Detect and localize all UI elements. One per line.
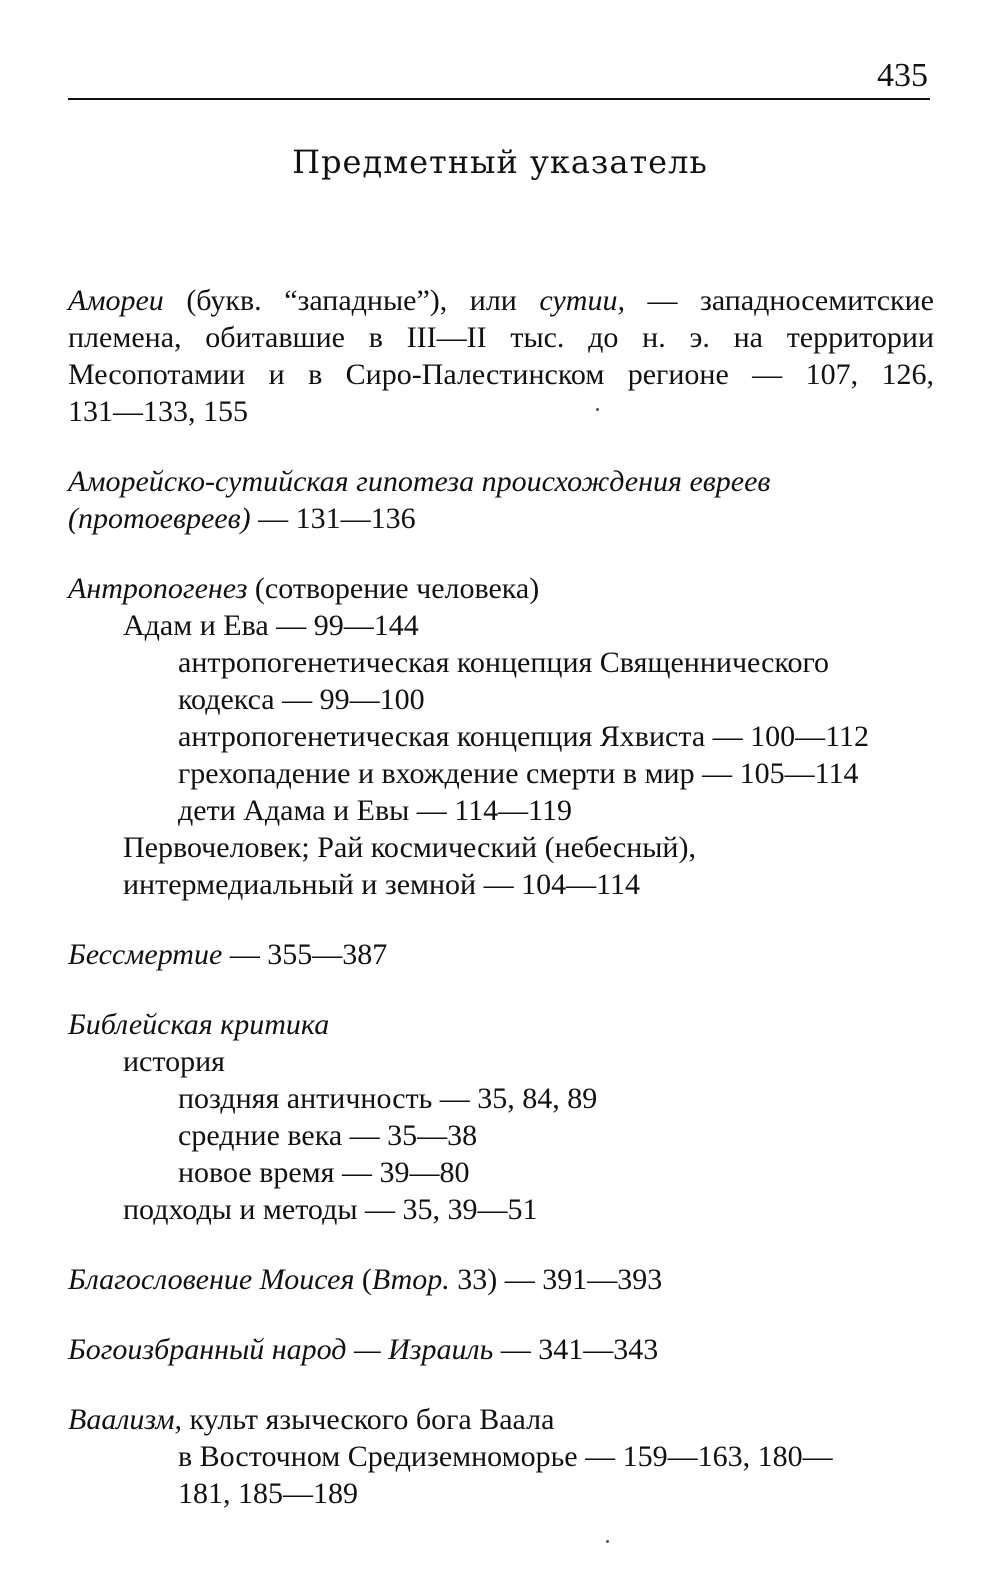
entry-line bbox=[68, 607, 934, 644]
entry-text: культ языческого бога Ваала bbox=[182, 1403, 555, 1436]
entry-text: — 131—136 bbox=[250, 502, 416, 535]
entry-text: средние века — 35—38 bbox=[178, 1119, 478, 1152]
entry-line bbox=[68, 755, 934, 792]
entry-text: интермедиальный и земной — 104—114 bbox=[123, 868, 641, 901]
header-rule bbox=[68, 98, 930, 100]
entry-line bbox=[68, 681, 934, 718]
entry-line bbox=[68, 282, 934, 319]
entry-term: сутии, bbox=[539, 284, 625, 317]
entry-line bbox=[68, 1261, 934, 1298]
entry-line bbox=[68, 393, 934, 430]
entry-text: 131—133, 155 bbox=[68, 395, 248, 428]
entry-line bbox=[68, 1401, 934, 1438]
entry-line bbox=[68, 1006, 934, 1043]
entry-term: Аморейско-сутийская гипотеза происхождения евреев bbox=[68, 465, 771, 498]
entry-term: Втор. bbox=[371, 1263, 450, 1296]
entry-text: — западносемитские bbox=[624, 284, 934, 317]
entry-line bbox=[68, 1331, 934, 1368]
entry-term: Амореи bbox=[68, 284, 164, 317]
entry-line bbox=[68, 866, 934, 903]
entry-line bbox=[68, 356, 934, 393]
entry-text: дети Адама и Евы — 114—119 bbox=[178, 794, 573, 827]
entry-text: новое время — 39—80 bbox=[178, 1156, 470, 1189]
entry-text: 33) — 391—393 bbox=[449, 1263, 663, 1296]
speck bbox=[596, 408, 599, 411]
entry-term: Благословение Моисея bbox=[68, 1263, 355, 1296]
entry-text: грехопадение и вхождение смерти в мир — 105—114 bbox=[178, 757, 859, 790]
index-entry bbox=[68, 1006, 934, 1228]
index-entry bbox=[68, 1401, 934, 1512]
entry-line bbox=[68, 936, 934, 973]
entry-text: — 355—387 bbox=[222, 938, 388, 971]
entry-line bbox=[68, 718, 934, 755]
entry-line bbox=[68, 1438, 934, 1475]
entry-line bbox=[68, 1080, 934, 1117]
entry-line bbox=[68, 1475, 934, 1512]
page-title: Предметный указатель bbox=[292, 143, 708, 181]
index-entry bbox=[68, 282, 934, 430]
entry-text: антропогенетическая концепция Яхвиста — 100—112 bbox=[178, 720, 870, 753]
index-entry bbox=[68, 1261, 934, 1298]
entry-line bbox=[68, 463, 934, 500]
entry-text: кодекса — 99—100 bbox=[178, 683, 425, 716]
entry-text: Адам и Ева — 99—144 bbox=[123, 609, 419, 642]
entry-text: поздняя античность — 35, 84, 89 bbox=[178, 1082, 598, 1115]
entry-line bbox=[68, 1043, 934, 1080]
index-entry bbox=[68, 463, 934, 537]
entry-text: Первочеловек; Рай космический (небесный), bbox=[123, 831, 696, 864]
entry-term: (протоевреев) bbox=[68, 502, 251, 535]
entry-text: — 341—343 bbox=[493, 1333, 659, 1366]
index-entry bbox=[68, 570, 934, 903]
entry-line bbox=[68, 570, 934, 607]
entry-text: (сотворение человека) bbox=[247, 572, 540, 605]
entry-line bbox=[68, 1117, 934, 1154]
index-entries bbox=[68, 282, 934, 1512]
index-entry bbox=[68, 936, 934, 973]
speck bbox=[606, 1540, 609, 1543]
entry-text: ( bbox=[354, 1263, 372, 1296]
index-entry bbox=[68, 1331, 934, 1368]
entry-line bbox=[68, 1154, 934, 1191]
entry-text: племена, обитавшие в III—II тыс. до н. э. на территории bbox=[68, 321, 934, 354]
entry-text: 181, 185—189 bbox=[178, 1477, 358, 1510]
entry-line bbox=[68, 644, 934, 681]
entry-line bbox=[68, 1191, 934, 1228]
entry-line bbox=[68, 319, 934, 356]
entry-line bbox=[68, 792, 934, 829]
entry-line bbox=[68, 829, 934, 866]
entry-text: (букв. “западные”), или bbox=[163, 284, 540, 317]
entry-line bbox=[68, 500, 934, 537]
entry-term: Богоизбранный народ — Израиль bbox=[68, 1333, 494, 1366]
entry-text: история bbox=[123, 1045, 225, 1078]
entry-term: Библейская критика bbox=[68, 1008, 330, 1041]
entry-term: Бессмертие bbox=[68, 938, 223, 971]
entry-term: Антропогенез bbox=[68, 572, 248, 605]
entry-text: Месопотамии и в Сиро-Палестинском регионе — 107, 126, bbox=[68, 358, 934, 391]
entry-text: антропогенетическая концепция Священнического bbox=[178, 646, 830, 679]
page-number: 435 bbox=[877, 57, 928, 94]
entry-text: подходы и методы — 35, 39—51 bbox=[123, 1193, 538, 1226]
entry-text: в Восточном Средиземноморье — 159—163, 180— bbox=[178, 1440, 833, 1473]
entry-term: Ваализм, bbox=[68, 1403, 183, 1436]
